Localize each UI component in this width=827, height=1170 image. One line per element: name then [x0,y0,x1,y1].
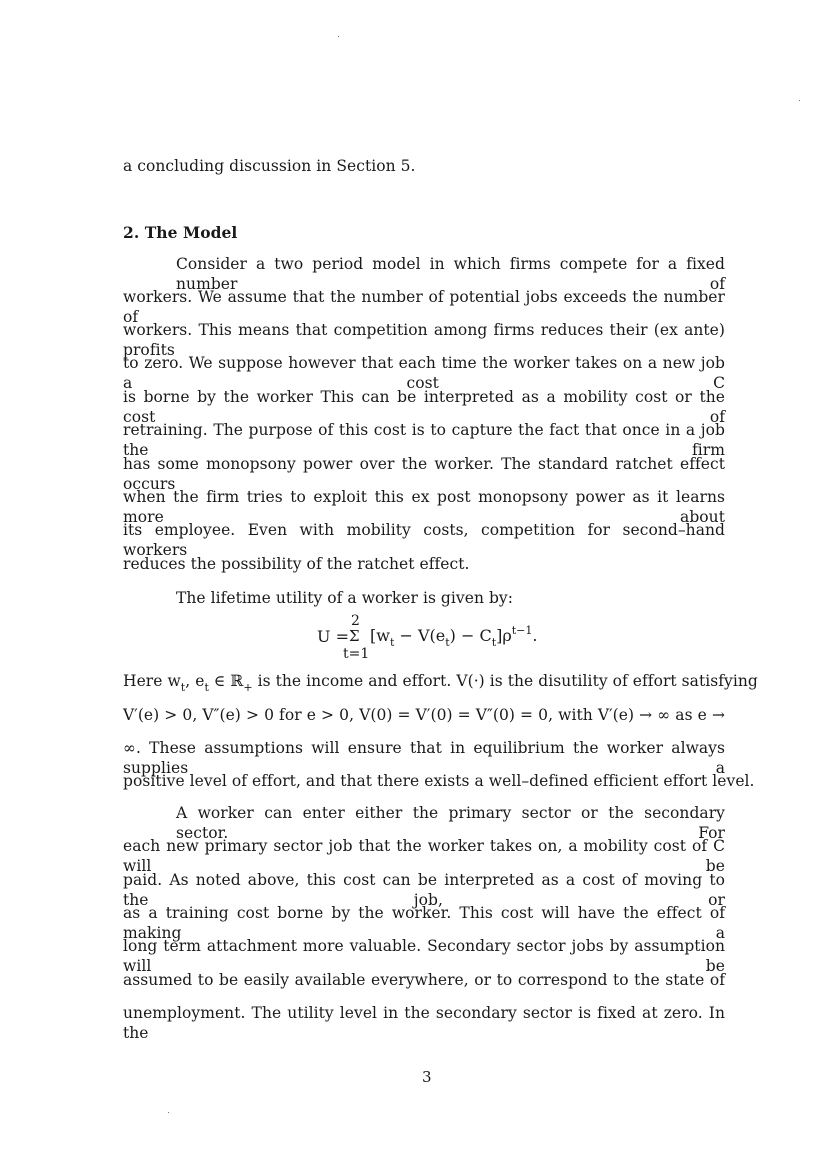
scan-speck [168,1112,169,1113]
paragraph-line: reduces the possibility of the ratchet effect. [123,555,470,573]
text-run: is the income and effort. V(·) is the disutility of effort satisfying [252,672,758,690]
subscript-t: t [180,681,186,694]
sum-lower-limit: t=1 [343,646,370,662]
paragraph-line: to zero. We suppose however that each time the worker takes on a new job a cost C [123,354,725,392]
paragraph-line: positive level of effort, and that there exists a well–defined efficient effort level. [123,772,755,790]
paragraph-line: is borne by the worker This can be interpreted as a mobility cost or the cost of [123,388,725,426]
paragraph-line: Consider a two period model in which firms compete for a fixed number of [176,255,725,293]
subscript-plus: + [243,681,253,694]
equation-body [370,624,538,649]
equation-term-v: − V(e [394,626,446,645]
subscript-t: t [491,636,497,649]
equation-term-rho: ]ρ [496,626,512,645]
equation-lhs: U = [317,627,349,646]
paragraph-line: has some monopsony power over the worker. The standard ratchet effect occurs [123,455,725,493]
paragraph-line: V′(e) > 0, V″(e) > 0 for e > 0, V(0) = V′(0) = V″(0) = 0, with V′(e) → ∞ as e → [123,706,725,724]
paragraph-line: when the firm tries to exploit this ex post monopsony power as it learns more about [123,488,725,526]
text-run: ∈ ℝ [208,672,244,690]
paragraph-line: each new primary sector job that the worker takes on, a mobility cost of C will be [123,837,725,875]
page-number: 3 [422,1068,432,1086]
subscript-t: t [389,636,395,649]
paragraph-line: workers. We assume that the number of potential jobs exceeds the number of [123,288,725,326]
sum-upper-limit: 2 [351,613,360,629]
superscript-exponent: t−1 [511,624,533,637]
equation-term-w: [w [370,626,390,645]
paragraph-line: paid. As noted above, this cost can be interpreted as a cost of moving to the job, or [123,871,725,909]
text-run: Here w [123,672,181,690]
paragraph-line: The lifetime utility of a worker is given by: [176,589,514,607]
text-run: , e [185,672,205,690]
equation-term-c: ) − C [449,626,492,645]
paragraph-line: as a training cost borne by the worker. This cost will have the effect of making a [123,904,725,942]
section-heading: 2. The Model [123,223,238,242]
paragraph-line: unemployment. The utility level in the secondary sector is fixed at zero. In the [123,1004,725,1042]
subscript-t: t [445,636,450,649]
paragraph-line [123,671,758,693]
paragraph-line: long term attachment more valuable. Secondary sector jobs by assumption will be [123,937,725,975]
paragraph-line: retraining. The purpose of this cost is to capture the fact that once in a job the firm [123,421,725,459]
paragraph-line: A worker can enter either the primary sector or the secondary sector. For [176,804,725,842]
sum-symbol: Σ [349,627,360,645]
paragraph-line: assumed to be easily available everywhere, or to correspond to the state of [123,971,725,989]
body-text-line: a concluding discussion in Section 5. [123,157,416,175]
scan-speck [799,100,800,101]
scan-speck [338,36,339,37]
paragraph-line: ∞. These assumptions will ensure that in equilibrium the worker always supplies a [123,739,725,777]
subscript-t: t [204,681,209,694]
equation-period: . [532,626,538,645]
paragraph-line: workers. This means that competition among firms reduces their (ex ante) profits [123,321,725,359]
paragraph-line: its employee. Even with mobility costs, competition for second–hand workers [123,521,725,559]
